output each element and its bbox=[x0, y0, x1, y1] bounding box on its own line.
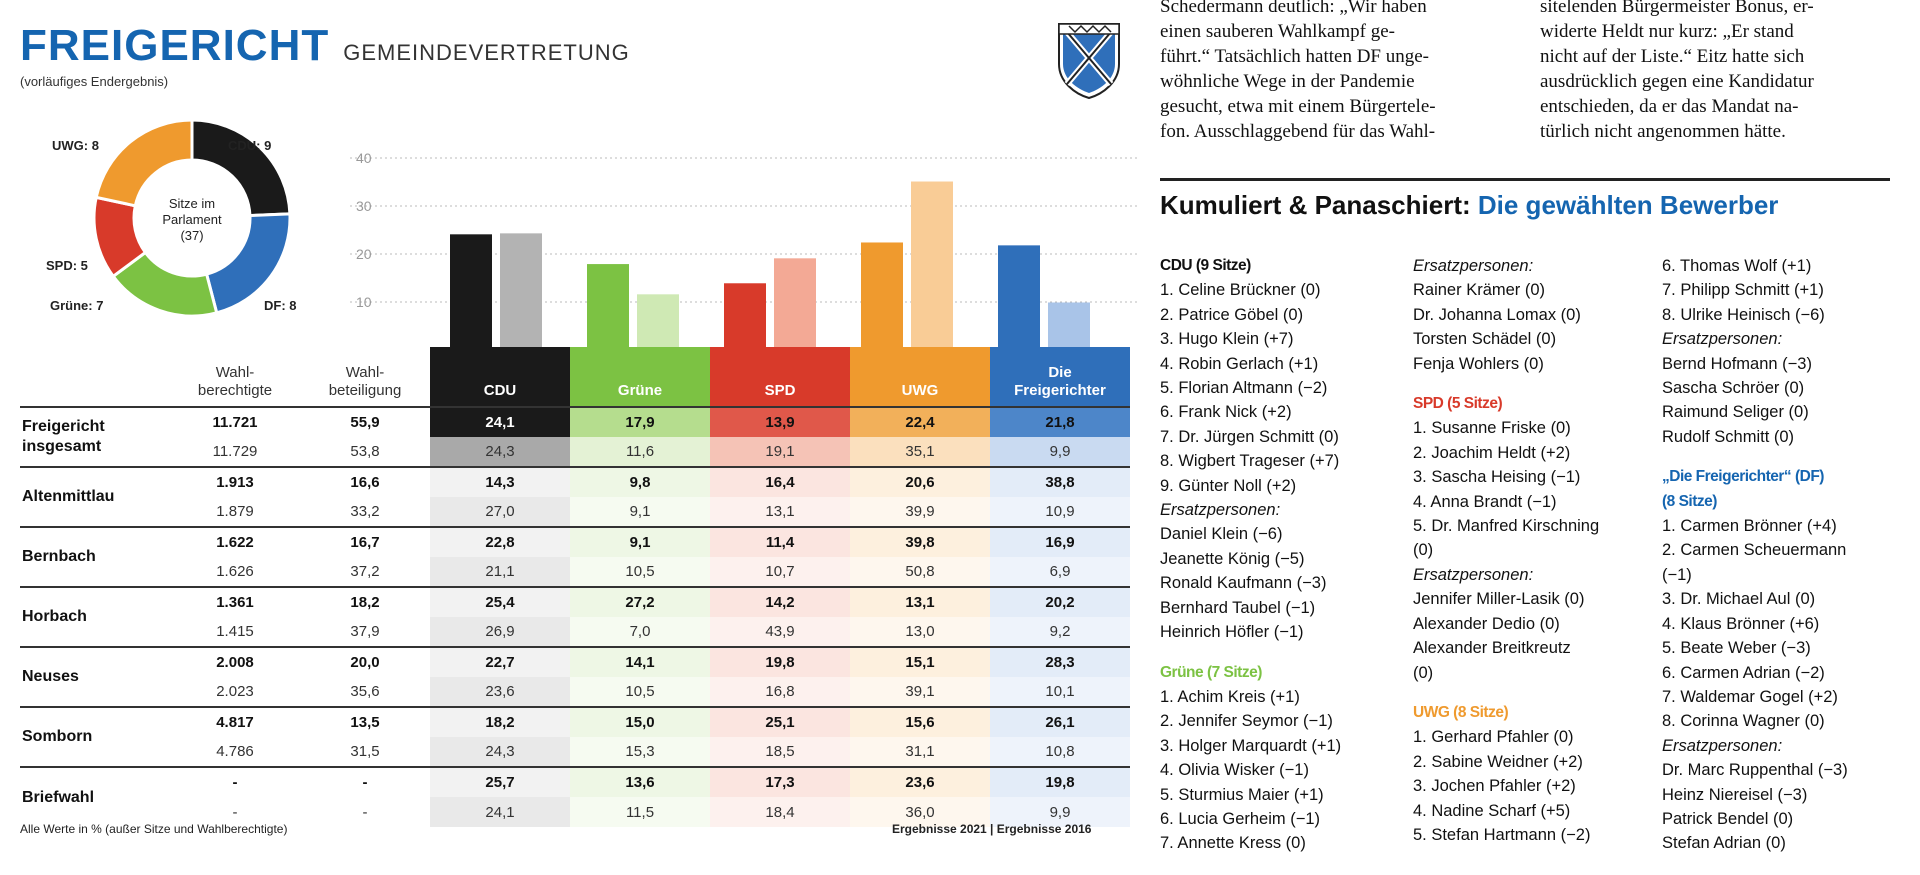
candidate-entry: 4. Olivia Wisker (−1) bbox=[1160, 761, 1309, 780]
bar-2021 bbox=[587, 264, 629, 350]
candidate-entry: 1. Gerhard Pfahler (0) bbox=[1413, 728, 1574, 747]
candidates-column-3 bbox=[1662, 254, 1912, 856]
bar-2016 bbox=[1048, 302, 1090, 350]
turnout-2016: - bbox=[362, 803, 368, 821]
result-2016: 11,5 bbox=[570, 797, 710, 827]
result-2021: 19,8 bbox=[710, 647, 850, 677]
result-2016: 10,7 bbox=[710, 557, 850, 587]
vote-share-bar-chart bbox=[350, 140, 1140, 350]
y-tick-label: 20 bbox=[356, 246, 372, 262]
eligible-2016: 2.023 bbox=[216, 683, 254, 700]
result-2016: 23,6 bbox=[430, 677, 570, 707]
candidate-entry: 6. Thomas Wolf (+1) bbox=[1662, 257, 1812, 275]
candidate-entry: 7. Philipp Schmitt (+1) bbox=[1662, 281, 1824, 300]
candidate-entry: 1. Achim Kreis (+1) bbox=[1160, 687, 1300, 706]
result-2016: 39,1 bbox=[850, 677, 990, 707]
result-2016: 21,1 bbox=[430, 557, 570, 587]
result-2021: 15,1 bbox=[850, 647, 990, 677]
candidate-entry: Stefan Adrian (0) bbox=[1662, 834, 1786, 853]
candidate-entry: (0) bbox=[1413, 541, 1434, 560]
result-2016: 18,5 bbox=[710, 737, 850, 767]
header-spd bbox=[710, 347, 850, 407]
result-2016: 27,0 bbox=[430, 497, 570, 527]
candidate-entry: 1. Susanne Friske (0) bbox=[1413, 419, 1571, 438]
result-2016: 39,9 bbox=[850, 497, 990, 527]
result-2016: 10,5 bbox=[570, 557, 710, 587]
candidate-entry: Heinz Niereisel (−3) bbox=[1662, 785, 1808, 804]
result-2016: 10,1 bbox=[990, 677, 1130, 707]
header-text: Wahl- bbox=[215, 364, 255, 381]
results-body bbox=[20, 407, 1130, 827]
table-row bbox=[20, 707, 1130, 737]
result-2021: 13,1 bbox=[850, 587, 990, 617]
municipality-name: Altenmittlau bbox=[20, 467, 170, 527]
candidate-entry: Daniel Klein (−6) bbox=[1160, 525, 1283, 544]
eligible-2021: 4.817 bbox=[170, 707, 300, 737]
result-2021: 9,8 bbox=[570, 467, 710, 497]
candidate-entry: 8. Corinna Wagner (0) bbox=[1662, 712, 1825, 731]
candidate-entry: 8. Ulrike Heinisch (−6) bbox=[1662, 305, 1825, 324]
party-heading: SPD (5 Sitze) bbox=[1413, 395, 1503, 413]
substitutes-label: Ersatzpersonen: bbox=[1662, 736, 1783, 755]
result-2021: 15,6 bbox=[850, 707, 990, 737]
result-2021: 24,1 bbox=[430, 407, 570, 437]
turnout-2021: 20,0 bbox=[300, 647, 430, 677]
candidate-entry: Jennifer Miller-Lasik (0) bbox=[1413, 590, 1585, 609]
article-line: gesucht, etwa mit einem Bürgertele- bbox=[1160, 96, 1436, 117]
result-2021: 16,9 bbox=[990, 527, 1130, 557]
result-2016: 13,1 bbox=[710, 497, 850, 527]
table-row bbox=[20, 437, 1130, 467]
candidate-entry: 7. Waldemar Gogel (+2) bbox=[1662, 687, 1838, 706]
candidate-entry: 4. Robin Gerlach (+1) bbox=[1160, 354, 1319, 373]
year-legend: Ergebnisse 2021 | Ergebnisse 2016 bbox=[892, 822, 1092, 836]
candidate-entry: 3. Jochen Pfahler (+2) bbox=[1413, 777, 1576, 796]
eligible-2016: 1.879 bbox=[216, 503, 254, 520]
result-2016: 7,0 bbox=[570, 617, 710, 647]
turnout-2021: 18,2 bbox=[300, 587, 430, 617]
candidate-entry: 2. Joachim Heldt (+2) bbox=[1413, 443, 1571, 462]
result-2016: 10,5 bbox=[570, 677, 710, 707]
result-2016: 10,8 bbox=[990, 737, 1130, 767]
result-2021: 25,4 bbox=[430, 587, 570, 617]
article-line: entschieden, da er das Mandat na- bbox=[1540, 96, 1799, 117]
party-name: Freigerichter bbox=[1014, 382, 1106, 399]
candidate-entry: 4. Nadine Scharf (+5) bbox=[1413, 801, 1571, 820]
municipality-name: Somborn bbox=[20, 707, 170, 767]
turnout-2021: 16,6 bbox=[300, 467, 430, 497]
turnout-2016: 53,8 bbox=[350, 443, 380, 460]
table-row bbox=[20, 407, 1130, 437]
candidates-column-2 bbox=[1413, 254, 1663, 847]
article-line: führt.“ Tatsächlich hatten DF unge- bbox=[1160, 46, 1429, 67]
result-2016: 18,4 bbox=[710, 797, 850, 827]
candidate-entry: Patrick Bendel (0) bbox=[1662, 809, 1794, 828]
result-2016: 15,3 bbox=[570, 737, 710, 767]
result-2021: 17,9 bbox=[570, 407, 710, 437]
coat-of-arms-icon bbox=[1055, 20, 1123, 100]
municipality-name: Horbach bbox=[20, 587, 170, 647]
candidate-entry: Heinrich Höfler (−1) bbox=[1160, 623, 1304, 642]
turnout-2016: 37,9 bbox=[350, 623, 380, 640]
eligible-2016: 4.786 bbox=[216, 743, 254, 760]
result-2021: 14,1 bbox=[570, 647, 710, 677]
donut-label-df: DF: 8 bbox=[264, 298, 297, 313]
candidate-entry: 5. Beate Weber (−3) bbox=[1662, 639, 1811, 658]
result-2016: 9,9 bbox=[990, 797, 1130, 827]
eligible-2016: 1.626 bbox=[216, 563, 254, 580]
candidate-entry: Torsten Schädel (0) bbox=[1413, 330, 1557, 349]
municipality-name: Freigericht insgesamt bbox=[20, 407, 170, 467]
header-text: Wahl- bbox=[345, 364, 385, 381]
candidate-entry: Rainer Krämer (0) bbox=[1413, 281, 1546, 300]
candidates-title-plain: Kumuliert & Panaschiert: bbox=[1160, 190, 1471, 220]
candidate-entry: 2. Jennifer Seymor (−1) bbox=[1160, 712, 1333, 731]
candidates-title bbox=[1160, 190, 1778, 221]
donut-center-line: Parlament bbox=[162, 212, 222, 227]
municipality-name: Bernbach bbox=[20, 527, 170, 587]
result-2016: 16,8 bbox=[710, 677, 850, 707]
result-2016: 24,3 bbox=[430, 437, 570, 467]
result-2021: 25,1 bbox=[710, 707, 850, 737]
result-2016: 9,9 bbox=[990, 437, 1130, 467]
bar-2016 bbox=[637, 294, 679, 350]
candidate-entry: Sascha Schröer (0) bbox=[1662, 379, 1805, 398]
party-name: Grüne bbox=[617, 382, 663, 399]
candidate-entry: Dr. Johanna Lomax (0) bbox=[1413, 305, 1581, 324]
bar-2016 bbox=[911, 182, 953, 350]
table-row bbox=[20, 497, 1130, 527]
article-line: türlich nicht angenommen hätte. bbox=[1540, 121, 1786, 142]
table-row bbox=[20, 677, 1130, 707]
eligible-2021: 1.913 bbox=[170, 467, 300, 497]
bar-2016 bbox=[774, 258, 816, 350]
result-2021: 28,3 bbox=[990, 647, 1130, 677]
spacer bbox=[1160, 645, 1410, 661]
candidate-entry: 6. Carmen Adrian (−2) bbox=[1662, 663, 1825, 682]
table-row bbox=[20, 767, 1130, 797]
candidate-entry: Bernd Hofmann (−3) bbox=[1662, 354, 1812, 373]
candidate-entry: 5. Dr. Manfred Kirschning bbox=[1413, 517, 1600, 536]
candidate-entry: 1. Celine Brückner (0) bbox=[1160, 281, 1321, 300]
result-2021: 20,6 bbox=[850, 467, 990, 497]
municipality-name: Briefwahl bbox=[20, 767, 170, 827]
party-name: SPD bbox=[764, 382, 796, 399]
results-table bbox=[20, 347, 1130, 827]
page-title: FREIGERICHT bbox=[20, 21, 330, 70]
section-title: GEMEINDEVERTRETUNG bbox=[343, 40, 630, 65]
candidate-entry: 1. Carmen Brönner (+4) bbox=[1662, 517, 1837, 536]
result-2016: 11,6 bbox=[570, 437, 710, 467]
result-2021: 27,2 bbox=[570, 587, 710, 617]
substitutes-label: Ersatzpersonen: bbox=[1160, 501, 1281, 520]
substitutes-label: Ersatzpersonen: bbox=[1413, 565, 1534, 584]
donut-center-line: Sitze im bbox=[168, 196, 216, 211]
eligible-2016: 1.415 bbox=[216, 623, 254, 640]
party-heading: „Die Freigerichter“ (DF) bbox=[1662, 468, 1824, 486]
section-divider bbox=[1160, 178, 1890, 181]
eligible-2021: 2.008 bbox=[170, 647, 300, 677]
article-line: sitelenden Bürgermeister Bonus, er- bbox=[1540, 0, 1814, 17]
article-line: Schedermann deutlich: „Wir haben bbox=[1160, 0, 1427, 17]
candidate-entry: 8. Wigbert Trageser (+7) bbox=[1160, 452, 1340, 471]
candidate-entry: 2. Sabine Weidner (+2) bbox=[1413, 752, 1583, 771]
candidate-entry: Raimund Seliger (0) bbox=[1662, 403, 1809, 422]
candidate-entry: 5. Florian Altmann (−2) bbox=[1160, 379, 1328, 398]
header-gruene bbox=[570, 347, 710, 407]
result-2016: 24,1 bbox=[430, 797, 570, 827]
candidate-entry: 2. Patrice Göbel (0) bbox=[1160, 305, 1304, 324]
candidate-entry: 3. Holger Marquardt (+1) bbox=[1160, 736, 1342, 755]
turnout-2016: 33,2 bbox=[350, 503, 380, 520]
donut-center-text bbox=[150, 196, 234, 244]
substitutes-label: Ersatzpersonen: bbox=[1413, 257, 1534, 275]
candidate-entry: 9. Günter Noll (+2) bbox=[1160, 476, 1297, 495]
candidate-entry: 2. Carmen Scheuermann bbox=[1662, 541, 1847, 560]
spacer bbox=[1413, 685, 1663, 701]
candidates-column-1 bbox=[1160, 254, 1410, 856]
eligible-2021: 1.622 bbox=[170, 527, 300, 557]
header-df bbox=[990, 347, 1130, 407]
donut-label-cdu: CDU: 9 bbox=[228, 138, 272, 153]
party-name: CDU bbox=[483, 382, 517, 399]
article-line: nicht auf der Liste.“ Eitz hatte sich bbox=[1540, 46, 1805, 67]
candidate-entry: 3. Dr. Michael Aul (0) bbox=[1662, 590, 1816, 609]
donut-segment bbox=[96, 120, 192, 206]
article-column-2 bbox=[1540, 0, 1890, 144]
bar-2021 bbox=[450, 234, 492, 350]
result-2021: 15,0 bbox=[570, 707, 710, 737]
table-row bbox=[20, 647, 1130, 677]
turnout-2021: - bbox=[300, 767, 430, 797]
candidate-entry: Alexander Dedio (0) bbox=[1413, 614, 1560, 633]
result-2021: 39,8 bbox=[850, 527, 990, 557]
y-tick-label: 10 bbox=[356, 294, 372, 310]
result-status: (vorläufiges Endergebnis) bbox=[20, 74, 169, 89]
result-2016: 10,9 bbox=[990, 497, 1130, 527]
candidate-entry: 5. Sturmius Maier (+1) bbox=[1160, 785, 1324, 804]
candidate-entry: 7. Annette Kress (0) bbox=[1160, 834, 1306, 853]
header-cdu bbox=[430, 347, 570, 407]
spacer bbox=[1662, 449, 1912, 465]
result-2021: 26,1 bbox=[990, 707, 1130, 737]
turnout-2021: 55,9 bbox=[300, 407, 430, 437]
result-2021: 23,6 bbox=[850, 767, 990, 797]
result-2016: 31,1 bbox=[850, 737, 990, 767]
result-2021: 38,8 bbox=[990, 467, 1130, 497]
result-2016: 50,8 bbox=[850, 557, 990, 587]
result-2021: 13,9 bbox=[710, 407, 850, 437]
result-2021: 13,6 bbox=[570, 767, 710, 797]
header-uwg bbox=[850, 347, 990, 407]
eligible-2016: 11.729 bbox=[212, 443, 258, 460]
result-2021: 22,4 bbox=[850, 407, 990, 437]
result-2021: 22,8 bbox=[430, 527, 570, 557]
candidate-entry: Jeanette König (−5) bbox=[1160, 549, 1305, 568]
result-2021: 25,7 bbox=[430, 767, 570, 797]
candidate-entry: (0) bbox=[1413, 663, 1434, 682]
result-2021: 20,2 bbox=[990, 587, 1130, 617]
turnout-2016: 37,2 bbox=[350, 563, 380, 580]
result-2021: 16,4 bbox=[710, 467, 850, 497]
table-row bbox=[20, 557, 1130, 587]
result-2016: 36,0 bbox=[850, 797, 990, 827]
result-2021: 14,2 bbox=[710, 587, 850, 617]
donut-total-seats: (37) bbox=[180, 228, 204, 243]
result-2016: 24,3 bbox=[430, 737, 570, 767]
donut-label-gruene: Grüne: 7 bbox=[50, 298, 104, 313]
party-name: Die bbox=[1048, 364, 1072, 381]
party-heading: UWG (8 Sitze) bbox=[1413, 703, 1509, 721]
party-heading: (8 Sitze) bbox=[1662, 492, 1717, 510]
seat-donut bbox=[0, 110, 330, 350]
turnout-2021: 16,7 bbox=[300, 527, 430, 557]
result-2021: 14,3 bbox=[430, 467, 570, 497]
party-heading: CDU (9 Sitze) bbox=[1160, 257, 1251, 274]
result-2021: 19,8 bbox=[990, 767, 1130, 797]
article-line: wöhnliche Wege in der Pandemie bbox=[1160, 71, 1415, 92]
candidate-entry: 4. Klaus Brönner (+6) bbox=[1662, 614, 1820, 633]
eligible-2016: - bbox=[232, 803, 238, 821]
footnote: Alle Werte in % (außer Sitze und Wahlberechtigte) bbox=[20, 822, 288, 836]
turnout-2016: 35,6 bbox=[350, 683, 380, 700]
result-2021: 9,1 bbox=[570, 527, 710, 557]
article-line: ausdrücklich gegen eine Kandidatur bbox=[1540, 71, 1814, 92]
article-column-1 bbox=[1160, 0, 1510, 144]
result-2021: 18,2 bbox=[430, 707, 570, 737]
substitutes-label: Ersatzpersonen: bbox=[1662, 330, 1783, 349]
bar-2016 bbox=[500, 233, 542, 350]
candidate-entry: Rudolf Schmitt (0) bbox=[1662, 427, 1795, 446]
table-row bbox=[20, 467, 1130, 497]
header-text: berechtigte bbox=[197, 382, 273, 399]
donut-label-spd: SPD: 5 bbox=[46, 258, 88, 273]
candidate-entry: 3. Sascha Heising (−1) bbox=[1413, 468, 1581, 487]
bar-2021 bbox=[724, 283, 766, 350]
result-2016: 9,1 bbox=[570, 497, 710, 527]
party-heading: Grüne (7 Sitze) bbox=[1160, 663, 1262, 681]
result-2016: 35,1 bbox=[850, 437, 990, 467]
result-2021: 21,8 bbox=[990, 407, 1130, 437]
candidate-entry: Bernhard Taubel (−1) bbox=[1160, 598, 1316, 617]
candidate-entry: 6. Frank Nick (+2) bbox=[1160, 403, 1292, 422]
candidate-entry: Dr. Marc Ruppenthal (−3) bbox=[1662, 761, 1848, 780]
eligible-2021: 11.721 bbox=[170, 407, 300, 437]
table-row bbox=[20, 617, 1130, 647]
eligible-2021: 1.361 bbox=[170, 587, 300, 617]
candidate-entry: 6. Lucia Gerheim (−1) bbox=[1160, 809, 1321, 828]
header-text: beteiligung bbox=[328, 382, 402, 399]
article-line: widerte Heldt nur kurz: „Er stand bbox=[1540, 21, 1794, 42]
result-2016: 6,9 bbox=[990, 557, 1130, 587]
eligible-2021: - bbox=[170, 767, 300, 797]
result-2016: 26,9 bbox=[430, 617, 570, 647]
candidate-entry: 3. Hugo Klein (+7) bbox=[1160, 330, 1294, 349]
result-2016: 19,1 bbox=[710, 437, 850, 467]
municipality-name: Neuses bbox=[20, 647, 170, 707]
candidate-entry: 4. Anna Brandt (−1) bbox=[1413, 492, 1557, 511]
party-name: UWG bbox=[901, 382, 939, 399]
candidate-entry: Fenja Wohlers (0) bbox=[1413, 354, 1544, 373]
table-row bbox=[20, 527, 1130, 557]
donut-label-uwg: UWG: 8 bbox=[52, 138, 99, 153]
candidates-title-highlight: Die gewählten Bewerber bbox=[1477, 190, 1779, 220]
result-2021: 11,4 bbox=[710, 527, 850, 557]
header-eligible bbox=[170, 347, 300, 407]
candidate-entry: Alexander Breitkreutz bbox=[1413, 639, 1571, 658]
turnout-2021: 13,5 bbox=[300, 707, 430, 737]
bar-2021 bbox=[998, 245, 1040, 350]
result-2016: 13,0 bbox=[850, 617, 990, 647]
article-line: einen sauberen Wahlkampf ge- bbox=[1160, 21, 1395, 42]
result-2016: 43,9 bbox=[710, 617, 850, 647]
y-tick-label: 30 bbox=[356, 198, 372, 214]
turnout-2016: 31,5 bbox=[350, 743, 380, 760]
result-2021: 22,7 bbox=[430, 647, 570, 677]
result-2021: 17,3 bbox=[710, 767, 850, 797]
y-tick-label: 40 bbox=[356, 150, 372, 166]
candidate-entry: Ronald Kaufmann (−3) bbox=[1160, 574, 1327, 593]
table-row bbox=[20, 587, 1130, 617]
result-2016: 9,2 bbox=[990, 617, 1130, 647]
title-row bbox=[20, 21, 630, 70]
header-turnout bbox=[300, 347, 430, 407]
article-line: fon. Ausschlaggebend für das Wahl- bbox=[1160, 121, 1436, 142]
header-blank bbox=[20, 347, 170, 407]
table-row bbox=[20, 737, 1130, 767]
spacer bbox=[1413, 376, 1663, 392]
bar-2021 bbox=[861, 242, 903, 350]
candidate-entry: 7. Dr. Jürgen Schmitt (0) bbox=[1160, 427, 1339, 446]
candidate-entry: 5. Stefan Hartmann (−2) bbox=[1413, 825, 1591, 844]
candidate-entry: (−1) bbox=[1662, 565, 1692, 584]
